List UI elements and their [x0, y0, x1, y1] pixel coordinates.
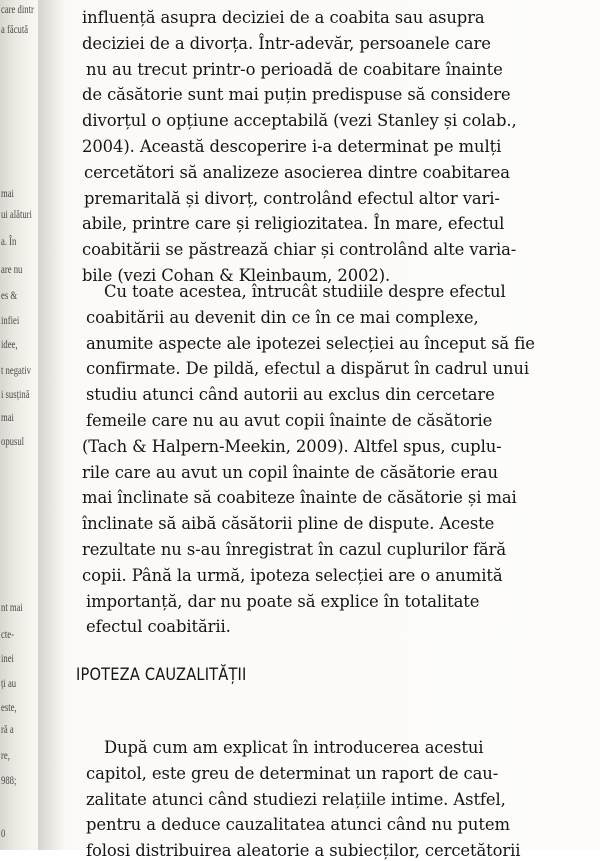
margin-fragment: t negativ — [1, 363, 31, 377]
margin-fragment: cte- — [1, 627, 14, 641]
text-line: rile care au avut un copil înainte de căsătorie erau — [82, 462, 498, 482]
text-line: (Tach & Halpern-Meekin, 2009). Altfel spus, cuplu- — [82, 436, 502, 456]
text-line: confirmate. De pildă, efectul a dispărut în cadrul unui — [86, 359, 530, 379]
facing-page-margin — [0, 0, 42, 850]
margin-fragment: mai — [1, 186, 14, 200]
text-line: importanță, dar nu poate să explice în totalitate — [86, 591, 480, 611]
margin-fragment: ră a — [1, 722, 14, 736]
text-line: zalitate atunci când studiezi relațiile intime. Astfel, — [86, 789, 506, 809]
text-line: capitol, este greu de determinat un raport de cau- — [86, 763, 499, 783]
text-line: pentru a deduce cauzalitatea atunci când nu putem — [86, 815, 510, 835]
margin-fragment: opusul — [1, 434, 25, 448]
text-line: divorțul o opțiune acceptabilă (vezi Stanley și colab., — [82, 111, 517, 131]
margin-fragment: a făcută — [1, 22, 29, 36]
page-fold-shadow — [38, 0, 66, 850]
text-line: anumite aspecte ale ipotezei selecției au început să fie — [86, 333, 535, 353]
margin-fragment: inei — [1, 651, 14, 665]
text-line: coabitării se păstrează chiar și controlând alte varia- — [82, 240, 517, 260]
text-line: efectul coabitării. — [86, 617, 231, 637]
text-line: studiu atunci când autorii au exclus din cercetare — [86, 385, 495, 405]
margin-fragment: re, — [1, 748, 10, 762]
margin-fragment: idee, — [1, 337, 18, 351]
text-line: premaritală și divorț, controlând efectul altor vari- — [84, 188, 500, 208]
margin-fragment: 0 — [1, 826, 6, 840]
text-line: nu au trecut printr-o perioadă de coabitare înainte — [86, 59, 503, 79]
text-line: 2004). Această descoperire i-a determinat pe mulți — [82, 137, 502, 156]
margin-fragment: mai — [1, 410, 14, 424]
margin-fragment: care dintr — [1, 2, 34, 16]
margin-fragment: a. În — [1, 234, 17, 248]
margin-fragment: nt mai — [1, 600, 23, 614]
text-line: abile, printre care și religiozitatea. În mare, efectul — [82, 214, 505, 234]
margin-fragment: 988; — [1, 773, 17, 787]
text-line: cercetători să analizeze asocierea dintre coabitarea — [84, 162, 510, 182]
margin-fragment: i susțină — [1, 387, 30, 401]
section-heading: IPOTEZA CAUZALITĂȚII — [76, 665, 247, 685]
margin-fragment: ți au — [1, 676, 17, 690]
margin-fragment: es & — [1, 288, 18, 302]
text-line: bile (vezi Cohan & Kleinbaum, 2002). — [82, 266, 391, 285]
text-line: copii. Până la urmă, ipoteza selecției are o anumită — [82, 565, 503, 585]
margin-fragment: ui alături — [1, 207, 32, 221]
text-line: femeile care nu au avut copii înainte de căsătorie — [86, 411, 493, 430]
text-line: coabitării au devenit din ce în ce mai complexe, — [86, 307, 479, 327]
margin-fragment: are nu — [1, 262, 23, 276]
text-line: rezultate nu s-au înregistrat în cazul cuplurilor fără — [82, 540, 507, 559]
text-line: deciziei de a divorța. Într-adevăr, persoanele care — [82, 33, 491, 53]
margin-fragment: este, — [1, 700, 17, 714]
text-line: de căsătorie sunt mai puțin predispuse să considere — [82, 85, 511, 105]
text-line: folosi distribuirea aleatorie a subiecților, cercetătorii — [86, 841, 521, 861]
text-line: După cum am explicat în introducerea acestui — [104, 738, 484, 757]
text-line: mai înclinate să coabiteze înainte de căsătorie și mai — [82, 488, 517, 508]
text-line: înclinate să aibă căsătorii pline de dispute. Aceste — [82, 514, 495, 534]
text-line: influență asupra deciziei de a coabita sau asupra — [82, 8, 485, 27]
text-line: Cu toate acestea, întrucât studiile despre efectul — [104, 282, 506, 301]
margin-fragment: infiei — [1, 313, 20, 327]
